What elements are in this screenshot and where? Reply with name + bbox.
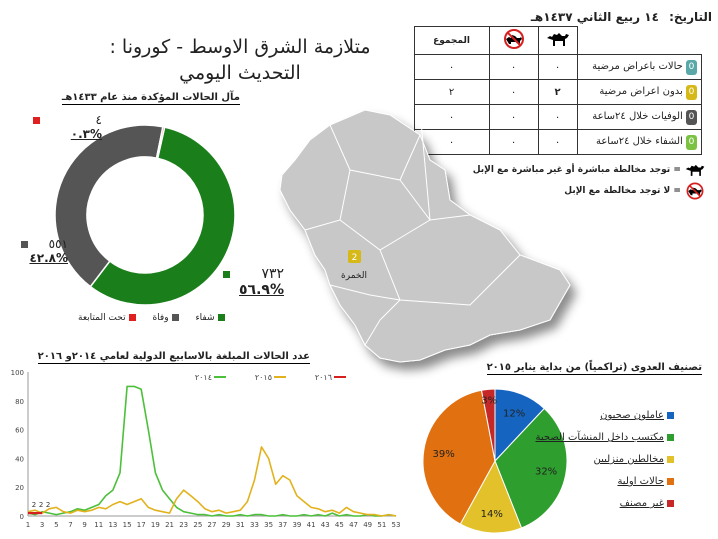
pie-legend-item: عاملون صحيون (524, 405, 674, 427)
cell-total: ٠ (414, 55, 489, 80)
y-tick-label: 40 (15, 455, 24, 464)
pie-slice-label: 12% (503, 408, 526, 420)
x-tick-label: 25 (193, 521, 203, 529)
note-nocamel: = لا توجد مخالطة مع الإبل (406, 180, 706, 202)
donut-label-followup: ٤ %٠.٣ (62, 113, 102, 141)
pie-legend-item: مخالطين منزليين (524, 449, 674, 471)
x-tick-label: 7 (68, 521, 73, 529)
legend-deaths: وفاة (152, 313, 178, 323)
donut-legend (78, 313, 225, 323)
x-tick-label: 45 (334, 521, 344, 529)
x-tick-label: 51 (377, 521, 387, 529)
camel-icon (545, 30, 571, 48)
pie-legend-item: غير مصنف (524, 493, 674, 515)
legend-label-2: ٢٠١٦ (314, 373, 332, 382)
x-tick-label: 17 (136, 521, 146, 529)
cell-nocamel: ٠ (489, 105, 538, 130)
badge-deaths: 0 (686, 110, 697, 125)
donut-chart (50, 120, 240, 310)
x-tick-label: 21 (165, 521, 174, 529)
x-tick-label: 5 (54, 521, 59, 529)
data-label: 2 (45, 501, 51, 510)
x-tick-label: 3 (39, 521, 45, 529)
no-camel-icon (684, 181, 706, 201)
page-title (80, 34, 400, 86)
x-tick-label: 47 (349, 521, 358, 529)
x-tick-label: 1 (25, 521, 31, 529)
x-tick-label: 35 (264, 521, 274, 529)
y-tick-label: 100 (10, 369, 24, 377)
y-tick-label: 80 (15, 397, 24, 406)
pie-slice-label: 39% (432, 448, 455, 460)
x-tick-label: 11 (94, 521, 104, 529)
x-tick-label: 39 (292, 521, 302, 529)
x-tick-label: 33 (250, 521, 259, 529)
x-tick-label: 19 (150, 521, 160, 529)
cell-camel: ٠ (538, 105, 577, 130)
badge-symptomatic: 0 (686, 60, 697, 75)
x-tick-label: 49 (363, 521, 373, 529)
pie-legend-item: مكتسب داخل المنشآت الصحية (524, 427, 674, 449)
row-label: الشفاء خلال ٢٤ساعة (595, 135, 683, 147)
pie-slice-label: 3% (481, 395, 498, 407)
series-line-0 (28, 386, 396, 516)
x-tick-label: 23 (179, 521, 189, 529)
legend-recovered: شفاء (195, 313, 224, 323)
badge-asymptomatic: 0 (686, 85, 697, 100)
badge-recovered: 0 (686, 135, 697, 150)
y-tick-label: 60 (15, 426, 24, 435)
y-tick-label: 20 (15, 484, 24, 493)
legend-label-1: ٢٠١٥ (254, 373, 272, 382)
cell-total: ٠ (414, 105, 489, 130)
map-marker-value: 2 (351, 253, 358, 263)
x-tick-label: 31 (235, 521, 245, 529)
cell-total: ٠ (414, 130, 489, 155)
map-region-label: الخمرة (341, 271, 367, 281)
recovered-swatch (223, 271, 230, 278)
line-title: عدد الحالات المبلغة بالاسابيع الدولية لعامي ٢٠١٤و ٢٠١٦ (37, 351, 310, 362)
cell-camel: ٢ (538, 80, 577, 105)
table-row (414, 55, 702, 80)
date-label: التاريخ: (669, 10, 712, 24)
deaths-swatch (21, 241, 28, 248)
pie-legend (524, 405, 674, 515)
cell-total: ٢ (414, 80, 489, 105)
x-tick-label: 53 (391, 521, 401, 529)
pie-slice-label: 14% (480, 508, 503, 520)
cell-nocamel: ٠ (489, 80, 538, 105)
date-value: ١٤ ربيع الثاني ١٤٣٧هـ (530, 10, 659, 24)
donut-label-recovered: ٧٣٢ %٥٦.٩ (234, 266, 284, 298)
x-tick-label: 13 (108, 521, 118, 529)
cell-camel: ٠ (538, 130, 577, 155)
x-tick-label: 27 (207, 521, 217, 529)
donut-title: مآل الحالات المؤكدة منذ عام ١٤٣٣هـ (61, 92, 240, 103)
x-tick-label: 29 (221, 521, 231, 529)
date-header (531, 10, 712, 24)
data-label: 2 (38, 501, 44, 510)
legend-followup: تحت المتابعة (78, 313, 136, 323)
total-header: المجموع (414, 27, 489, 55)
x-tick-label: 9 (82, 521, 87, 529)
y-tick-label: 0 (19, 513, 24, 521)
pie-legend-item: حالات اولية (524, 471, 674, 493)
camel-header (538, 27, 577, 55)
pie-title: تصنيف العدوى (تراكمياً) من بداية يناير ٢٠١٥ (486, 362, 702, 373)
note-camel: = توجد مخالطة مباشرة أو غير مباشرة مع الإبل (406, 160, 706, 180)
saudi-map (270, 90, 590, 380)
map-land (280, 110, 570, 362)
row-label: الوفيات خلال ٢٤ساعة (592, 110, 683, 122)
pie-slice-label: 32% (534, 466, 558, 478)
camel-icon (684, 162, 706, 178)
x-tick-label: 41 (306, 521, 316, 529)
title-line-1: متلازمة الشرق الاوسط - كورونا : (109, 36, 371, 58)
x-tick-label: 15 (122, 521, 132, 529)
cell-nocamel: ٠ (489, 130, 538, 155)
cell-camel: ٠ (538, 55, 577, 80)
no-camel-icon (501, 28, 527, 50)
x-tick-label: 43 (320, 521, 330, 529)
donut-slice-1 (55, 125, 163, 287)
title-line-2: التحديث اليومي (179, 62, 301, 84)
followup-swatch (33, 117, 40, 124)
series-line-1 (28, 447, 396, 516)
donut-label-deaths: ٥٥١ %٤٢.٨ (32, 237, 68, 265)
row-label: بدون اعراض مرضية (599, 85, 683, 97)
line-chart (4, 364, 404, 538)
x-tick-label: 37 (278, 521, 288, 529)
data-label: 2 (31, 501, 37, 510)
nocamel-header (489, 27, 538, 55)
row-label: حالات باعراض مرضية (592, 60, 683, 72)
legend-label-0: ٢٠١٤ (194, 373, 212, 382)
cell-nocamel: ٠ (489, 55, 538, 80)
